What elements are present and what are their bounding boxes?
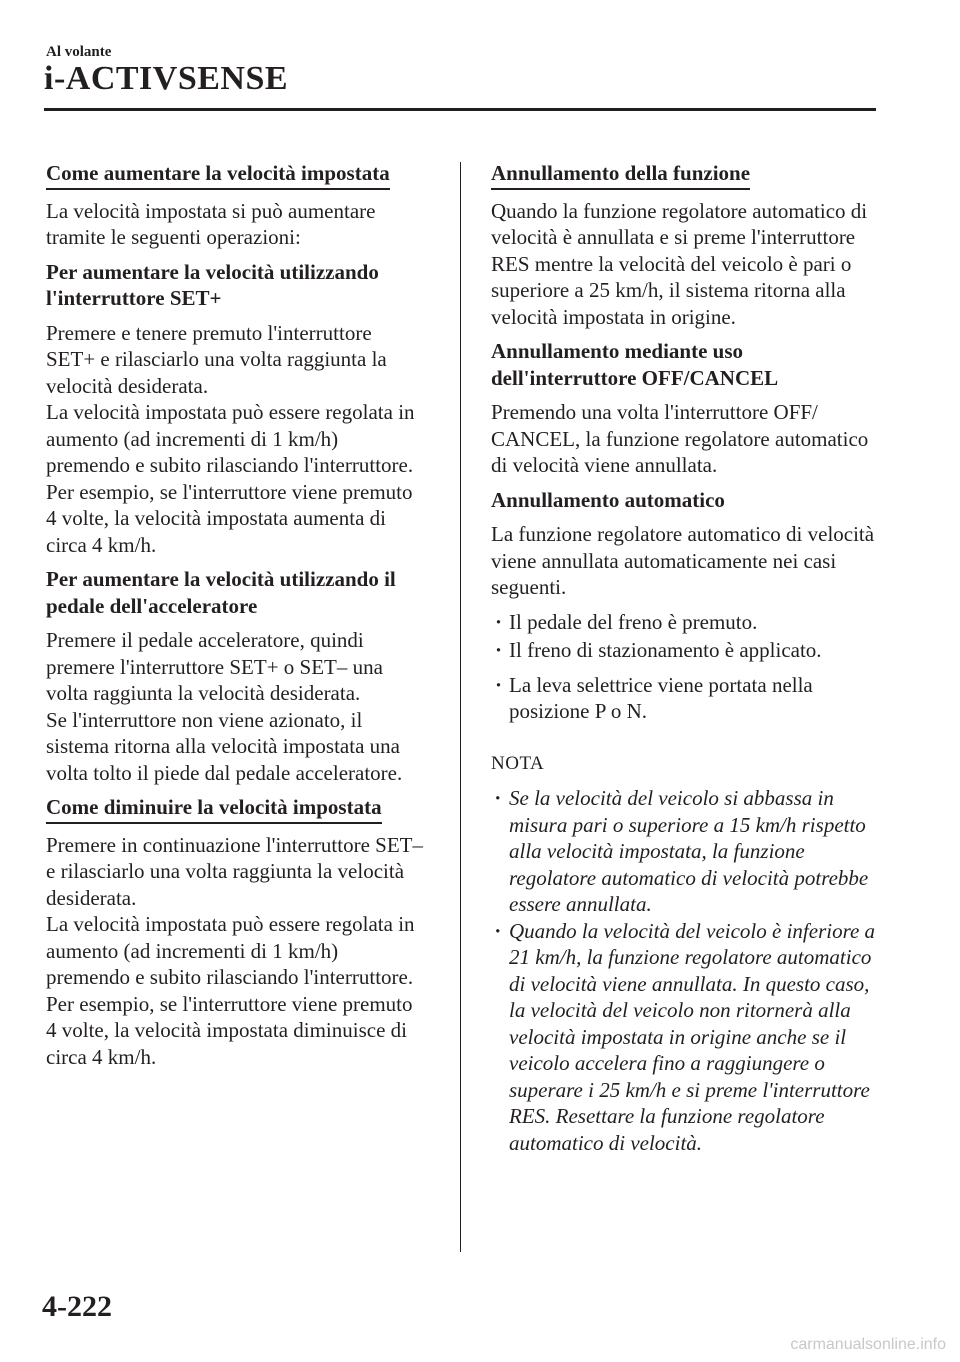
right-column <box>491 160 883 1164</box>
paragraph: La funzione regolatore automatico di velocità viene annullata automaticamente nei casi seguenti. <box>491 522 875 599</box>
paragraph: La velocità impostata può essere regolata in aumento (ad incrementi di 1 km/h) premendo e subito rilasciando l'interruttore. Per esempio, se l'interruttore viene premuto 4 volte, la velocità impostata diminuisce di circa 4 km/h. <box>46 912 415 1069</box>
heading-decrease-speed: Come diminuire la velocità impostata <box>46 794 382 824</box>
note-item: · Quando la velocità del veicolo è inferiore a 21 km/h, la funzione regolatore automatico di velocità viene annullata. In questo caso, la velocità del veicolo non ritornerà alla velocità impostata in origine anche se il veicolo accelera fino a raggiungere o superare i 25 km/h e si preme l'interruttore RES. Resettare la funzione regolatore automatico di velocità. <box>491 918 883 1157</box>
heading-cancellation: Annullamento della funzione <box>491 160 750 190</box>
heading-increase-speed: Come aumentare la velocità impostata <box>46 160 390 190</box>
subheading-set-plus: Per aumentare la velocità utilizzando l'interruttore SET+ <box>46 259 379 310</box>
subheading-auto-cancel: Annullamento automatico <box>491 487 725 512</box>
list-item: · La leva selettrice viene portata nella posizione P o N. <box>491 672 883 725</box>
paragraph: Premere il pedale acceleratore, quindi premere l'interruttore SET+ o SET– una volta raggiunta la velocità desiderata. <box>46 628 383 705</box>
section-label: Al volante <box>46 44 112 60</box>
paragraph: Se l'interruttore non viene azionato, il sistema ritorna alla velocità impostata una volta tolto il piede dal pedale acceleratore. <box>46 707 403 785</box>
paragraph: Quando la funzione regolatore automatico di velocità è annullata e si preme l'interruttore RES mentre la velocità del veicolo è pari o superiore a 25 km/h, il sistema ritorna alla velocità impostata in origine. <box>491 198 868 329</box>
watermark: carmanualsonline.info <box>790 1336 946 1353</box>
chapter-title: i-ACTIVSENSE <box>44 60 289 97</box>
cancel-conditions-list <box>491 609 883 725</box>
page-number: 4-222 <box>42 1290 112 1323</box>
list-item: · Il pedale del freno è premuto. <box>491 609 883 636</box>
paragraph: Premere e tenere premuto l'interruttore SET+ e rilasciarlo una volta raggiunta la velocità desiderata. <box>46 320 387 398</box>
column-divider <box>460 162 461 1252</box>
note-item: · Se la velocità del veicolo si abbassa in misura pari o superiore a 15 km/h rispetto alla velocità impostata, la funzione regolatore automatico di velocità potrebbe essere annullata. <box>491 785 883 918</box>
paragraph: La velocità impostata si può aumentare tramite le seguenti operazioni: <box>46 198 376 249</box>
paragraph: Premendo una volta l'interruttore OFF/ CANCEL, la funzione regolatore automatico di velocità viene annullata. <box>491 400 869 477</box>
header-rule <box>44 108 876 111</box>
list-item: · Il freno di stazionamento è applicato. <box>491 637 883 664</box>
left-column <box>46 160 426 1078</box>
subheading-accelerator: Per aumentare la velocità utilizzando il pedale dell'acceleratore <box>46 567 396 618</box>
subheading-off-cancel: Annullamento mediante uso dell'interruttore OFF/CANCEL <box>491 339 779 390</box>
paragraph: La velocità impostata può essere regolata in aumento (ad incrementi di 1 km/h) premendo e subito rilasciando l'interruttore. Per esempio, se l'interruttore viene premuto 4 volte, la velocità impostata aumenta di circa 4 km/h. <box>46 400 415 557</box>
note-title: NOTA <box>491 752 545 774</box>
note-list <box>491 785 883 1156</box>
paragraph: Premere in continuazione l'interruttore SET– e rilasciarlo una volta raggiunta la velocità desiderata. <box>46 832 423 910</box>
